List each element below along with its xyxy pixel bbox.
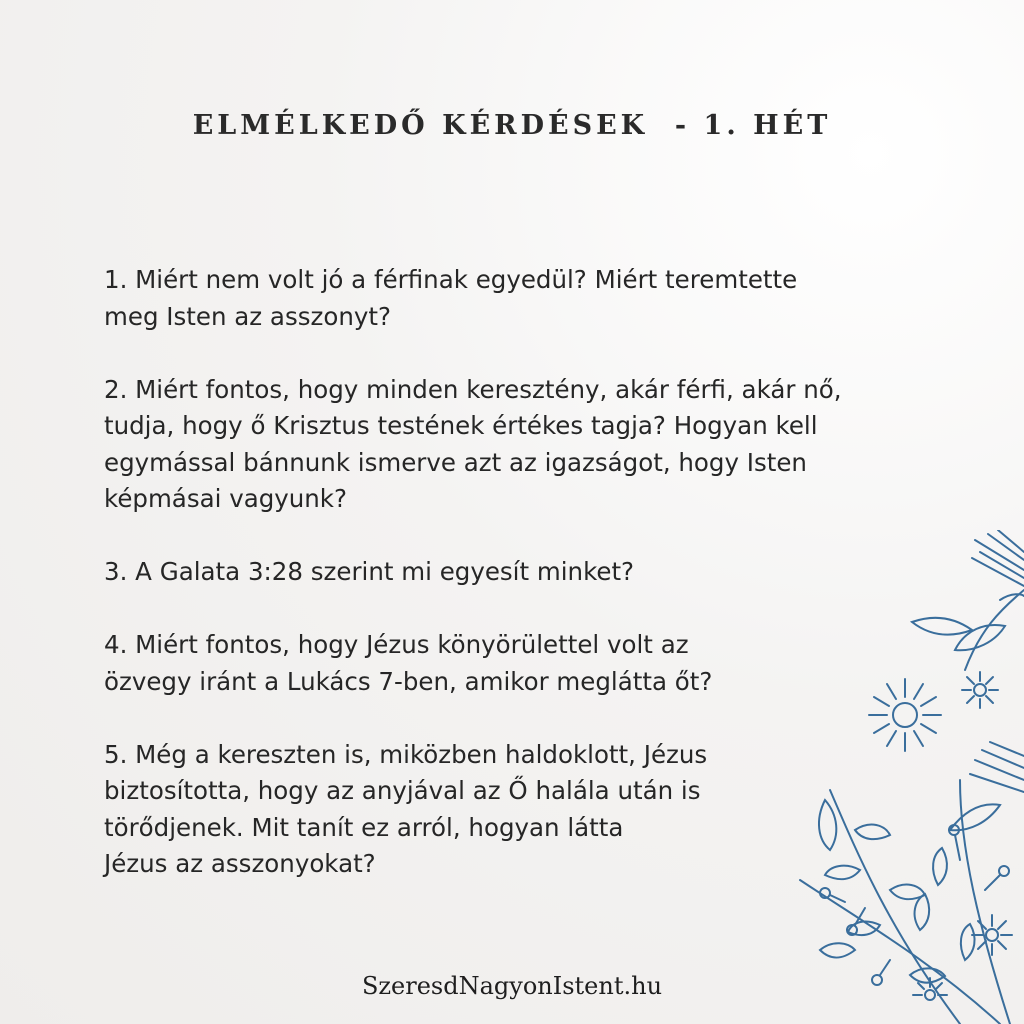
sprig-icon	[912, 590, 1024, 670]
small-sunburst-icon	[962, 672, 998, 708]
question-3: 3. A Galata 3:28 szerint mi egyesít minket?	[104, 557, 635, 586]
side-fan-icon	[970, 742, 1024, 792]
question-4: 4. Miért fontos, hogy Jézus könyörülettel volt az özvegy iránt a Lukács 7-ben, amikor meglátta őt?	[104, 630, 713, 696]
question-5: 5. Még a kereszten is, miközben haldoklott, Jézus biztosította, hogy az anyjával az Ő halála után is törődjenek. Mit tanít ez arról, hogyan látta Jézus az asszonyokat?	[104, 739, 708, 878]
sunburst-icon	[869, 679, 941, 751]
question-2: 2. Miért fontos, hogy minden keresztény, akár férfi, akár nő, tudja, hogy ő Krisztus testének értékes tagja? Hogyan kell egymással bánnunk ismerve azt az igazságot, hogy Isten képmásai vagyunk?	[104, 374, 842, 513]
website-footer: SzeresdNagyonIstent.hu	[361, 972, 663, 1000]
page-title: ELMÉLKEDŐ KÉRDÉSEK - 1. HÉT	[192, 110, 832, 141]
fan-leaf-icon	[972, 530, 1024, 586]
main-branch-icon	[800, 780, 1010, 1024]
bottom-sunburst-icon	[972, 915, 1012, 955]
question-1: 1. Miért nem volt jó a férfinak egyedül? Miért teremtette meg Isten az asszonyt?	[104, 265, 798, 331]
botanical-branch-icon	[760, 530, 1024, 1024]
